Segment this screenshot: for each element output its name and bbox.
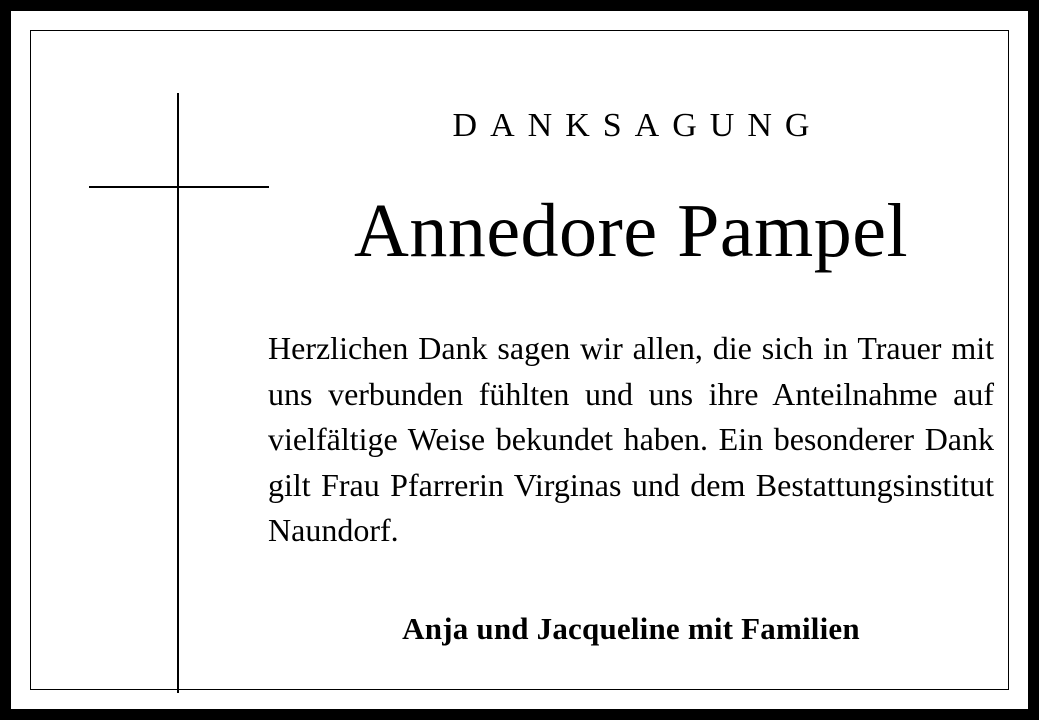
notice-kicker: DANKSAGUNG [452,107,823,144]
cross-vertical-bar [177,93,179,693]
family-signature: Anja und Jacqueline mit Familien [402,611,860,647]
deceased-name: Annedore Pampel [353,189,909,274]
notice-content [246,71,1016,647]
cross-icon [71,71,271,681]
cross-horizontal-bar [89,186,269,188]
obituary-notice-inner-frame [30,30,1009,690]
thank-you-message: Herzlichen Dank sagen wir allen, die sich in Trauer mit uns verbunden fühlten und uns ihre Anteilnahme auf vielfältige Weise bekundet haben. Ein besonderer Dank gilt Frau Pfarrerin Virginas und dem Bestattungsinstitut Naundorf. [268,330,994,548]
